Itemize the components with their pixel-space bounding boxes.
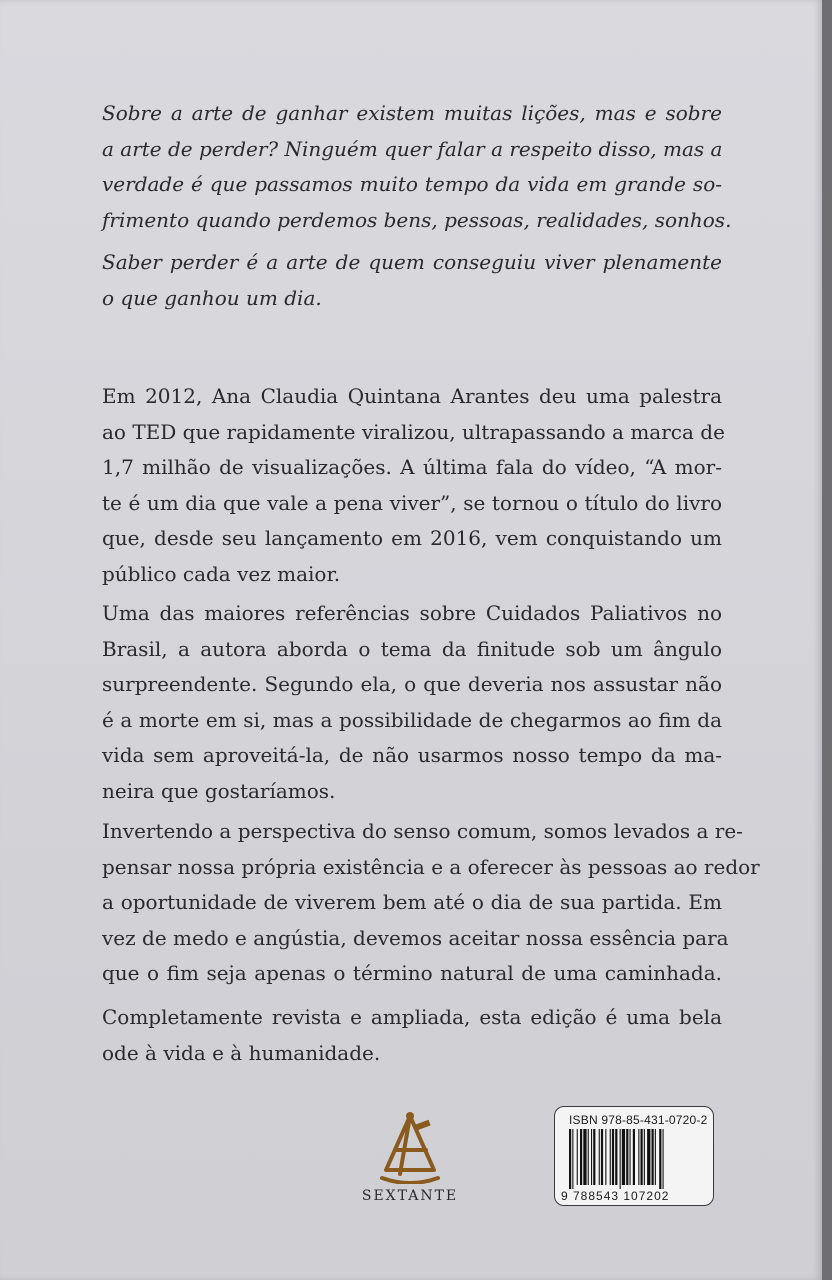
text-line: que, desde seu lançamento em 2016, vem conquistando um	[102, 526, 722, 550]
text-line: 1,7 milhão de visualizações. A última fala do vídeo, “A mor-	[102, 455, 722, 479]
text-line: Uma das maiores referências sobre Cuidados Paliativos no	[102, 601, 722, 625]
text-line: Brasil, a autora aborda o tema da finitude sob um ângulo	[102, 636, 722, 661]
barcode-bar	[593, 1129, 595, 1185]
barcode-bar	[652, 1129, 654, 1185]
text-line: te é um dia que vale a pena viver”, se tornou o título do livro	[102, 490, 722, 515]
ean-digits: 9 788543 107202	[561, 1189, 670, 1203]
text-line: ao TED que rapidamente viralizou, ultrapassando a marca de	[102, 419, 725, 444]
barcode-bar	[641, 1129, 643, 1185]
body-paragraph-4	[102, 1000, 722, 1071]
barcode-bar	[583, 1129, 586, 1185]
barcode-bar	[591, 1129, 592, 1185]
text-line: que o fim seja apenas o término natural de uma caminhada.	[102, 961, 722, 985]
sextant-icon	[370, 1108, 450, 1184]
text-line: a arte de perder? Ninguém quer falar a respeito disso, mas a	[102, 136, 723, 161]
intro-paragraph-1	[102, 96, 732, 238]
text-line: surpreendente. Segundo ela, o que deveria nos assustar não	[102, 672, 722, 696]
barcode-bar	[577, 1129, 578, 1185]
text-line: é a morte em si, mas a possibilidade de chegarmos ao fim da	[102, 707, 722, 732]
publisher-logo	[350, 1108, 470, 1204]
text-line: neira que gostaríamos.	[102, 778, 336, 803]
text-line: público cada vez maior.	[102, 561, 341, 586]
barcode-bar	[647, 1129, 650, 1185]
barcode-bar	[620, 1129, 621, 1189]
barcode-bar	[612, 1129, 614, 1185]
isbn-barcode	[554, 1106, 714, 1206]
barcode-bar	[663, 1129, 664, 1189]
intro-paragraph-2	[102, 245, 722, 316]
text-line: vez de medo e angústia, devemos aceitar nossa essência para	[102, 925, 729, 950]
barcode-bar	[599, 1129, 600, 1185]
barcode-bars	[567, 1129, 701, 1189]
text-line: o que ganhou um dia.	[102, 285, 322, 310]
text-line: pensar nossa própria existência e a oferecer às pessoas ao redor	[102, 854, 760, 879]
text-line: ode à vida e à humanidade.	[102, 1040, 381, 1065]
isbn-label: ISBN 978-85-431-0720-2	[569, 1113, 708, 1127]
barcode-bar	[572, 1129, 573, 1189]
body-paragraph-3	[102, 814, 760, 992]
text-line: frimento quando perdemos bens, pessoas, realidades, sonhos.	[102, 207, 732, 232]
text-line: a oportunidade de viverem bem até o dia de sua partida. Em	[102, 890, 722, 914]
text-line: vida sem aproveitá-la, de não usarmos nosso tempo da ma-	[102, 743, 722, 767]
barcode-bar	[615, 1129, 617, 1185]
barcode-bar	[655, 1129, 656, 1185]
barcode-bar	[644, 1129, 645, 1185]
barcode-bar	[630, 1129, 631, 1185]
text-line: Em 2012, Ana Claudia Quintana Arantes deu uma palestra	[102, 384, 722, 408]
barcode-bar	[569, 1129, 571, 1189]
barcode-bar	[580, 1129, 582, 1185]
text-line: Invertendo a perspectiva do senso comum, somos levados a re-	[102, 819, 743, 843]
barcode-bar	[659, 1129, 661, 1189]
text-line: Completamente revista e ampliada, esta edição é uma bela	[102, 1005, 722, 1029]
barcode-bar	[638, 1129, 639, 1185]
barcode-bar	[622, 1129, 625, 1185]
barcode-bar	[588, 1129, 589, 1185]
body-paragraph-1	[102, 379, 725, 592]
publisher-name: SEXTANTE	[361, 1188, 459, 1204]
text-line: verdade é que passamos muito tempo da vida em grande so-	[102, 172, 722, 196]
barcode-bar	[626, 1129, 628, 1185]
barcode-bar	[633, 1129, 635, 1185]
barcode-bar	[605, 1129, 606, 1185]
text-line: Saber perder é a arte de quem conseguiu viver plenamente	[102, 250, 722, 274]
barcode-bar	[601, 1129, 603, 1185]
barcode-bar	[610, 1129, 611, 1185]
body-paragraph-2	[102, 596, 722, 809]
text-line: Sobre a arte de ganhar existem muitas lições, mas e sobre	[102, 101, 722, 125]
